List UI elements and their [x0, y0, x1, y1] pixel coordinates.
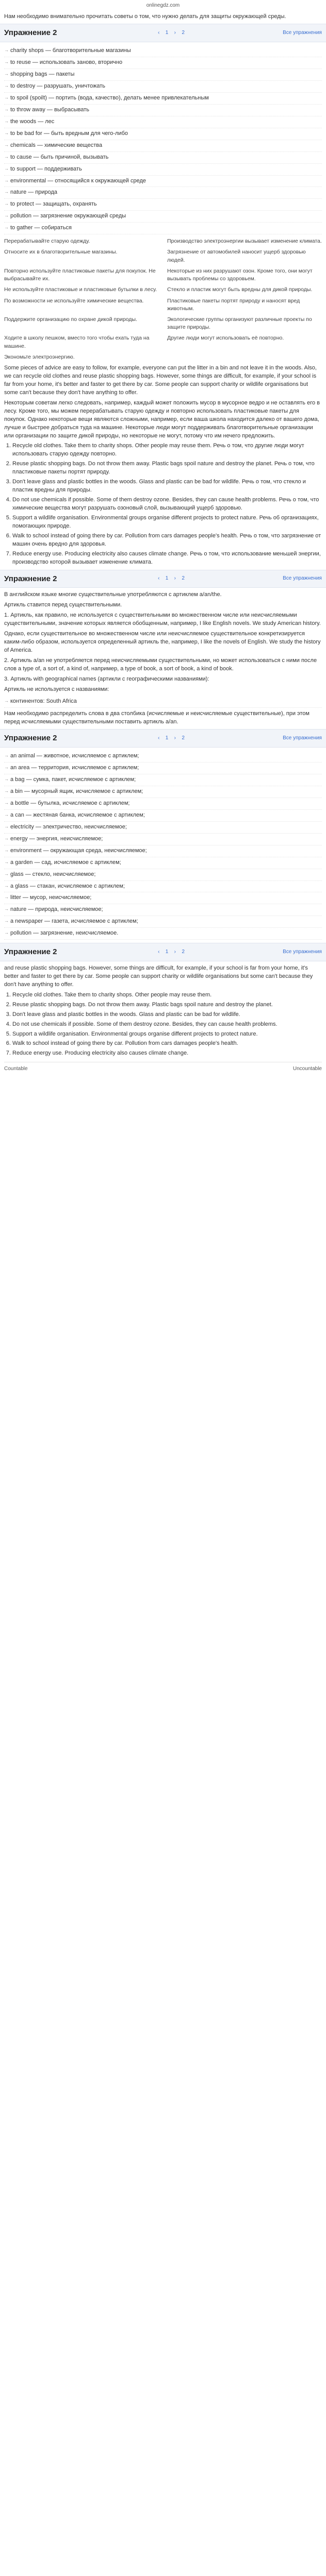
list-item: → shopping bags — пакеты [4, 69, 322, 81]
right-col-6: Другие люди могут использовать её повторно. [167, 335, 284, 342]
all-exercises-link[interactable]: Все упражнения [283, 735, 322, 741]
chevron-left-icon[interactable]: ‹ [158, 575, 160, 582]
list-item: → to protect — защищать, охранять [4, 199, 322, 211]
list-item: → to gather — собираться [4, 223, 322, 234]
chevron-left-icon[interactable]: ‹ [158, 948, 160, 955]
list-item: → a can — жестяная банка, исчисляемое с артиклем; [4, 810, 322, 822]
list-item: → an animal — животное, исчисляемое с артиклем; [4, 751, 322, 762]
example-list [4, 696, 322, 708]
intro-text: Нам необходимо внимательно прочитать советы о том, что нужно делать для защиты окружающей среды. [4, 13, 286, 20]
tip-item: 1. Recycle old clothes. Take them to charity shops. Other people may reuse them. Речь о том, что другие люди могут использовать старую одежду повторно. [12, 442, 322, 459]
ex2-rule4: 2. Артикль a/an не употребляется перед неисчисляемыми существительными, но может использоваться с ними после слов a type of, a sort of, a kind of, например, a type of book, a sort of book, a kind of book. [4, 657, 317, 672]
chevron-right-icon[interactable]: › [174, 735, 176, 741]
tip-item: 5. Support a wildlife organisation. Environmental groups organise different projects to protect nature. [12, 1030, 322, 1039]
page-1[interactable]: 1 [165, 735, 169, 741]
pager [155, 29, 185, 37]
chevron-right-icon[interactable]: › [174, 575, 176, 582]
exercise-title: Упражнение 2 [4, 947, 57, 957]
left-col-0: Перерабатывайте старую одежду. [4, 238, 90, 245]
page-2[interactable]: 2 [182, 575, 185, 582]
list-item: → environmental — относящийся к окружающей среде [4, 176, 322, 188]
list-item: → nature — природа, неисчисляемое; [4, 904, 322, 916]
ex2-intro: В английском языке многие существительные употребляются с артиклем a/an/the. [4, 591, 222, 598]
tip-item: 5. Support a wildlife organisation. Environmental groups organise different projects to protect nature. Речь об организациях, помогающих природе. [12, 514, 322, 531]
list-item: → a garden — сад, исчисляемое с артиклем; [4, 857, 322, 869]
page-1[interactable]: 1 [165, 575, 169, 582]
chevron-left-icon[interactable]: ‹ [158, 30, 160, 36]
right-col-0: Производство электроэнергии вызывает изменение климата. [167, 238, 322, 245]
page-2[interactable]: 2 [182, 948, 185, 955]
noun-list [4, 751, 322, 940]
all-exercises-link[interactable]: Все упражнения [283, 948, 322, 955]
pager [155, 948, 185, 956]
list-item: → energy — энергия, неисчисляемое; [4, 834, 322, 845]
left-col-4: По возможности не используйте химические вещества. [4, 297, 144, 304]
translation-columns [4, 238, 322, 361]
tip-item: 3. Don't leave glass and plastic bottles in the woods. Glass and plastic can be bad for wildlife. Речь о том, что стекло и пластик вредны для природы. [12, 478, 322, 495]
page-2[interactable]: 2 [182, 735, 185, 741]
left-col-5: Поддержите организацию по охране дикой природы. [4, 316, 137, 323]
list-item: → to spoil (spoilt) — портить (вода, качество), делать менее привлекательным [4, 93, 322, 105]
paragraph-ru: Некоторым советам легко следовать, например, каждый может положить мусор в мусорное ведро и не оставлять его в лесу. Кроме того, мы можем перерабатывать старую одежду и повторно использовать пластиковые пакеты для покупок. Однако некоторые вещи являются сложными, например, если ваша школа находится далеко от вашего дома, лучше и быстрее добраться туда на машине. Некоторые люди могут поддерживать благотворительные организации или организации по защите дикой природы, но некоторые не могут, потому что им нечего предложить. [4, 399, 320, 439]
tip-item: 1. Recycle old clothes. Take them to charity shops. Other people may reuse them. [12, 991, 322, 999]
exercise-1 [4, 24, 322, 566]
list-item: → glass — стекло, неисчисляемое; [4, 869, 322, 881]
list-item: → to destroy — разрушать, уничтожать [4, 81, 322, 93]
list-item: → to reuse — использовать заново, вторично [4, 57, 322, 69]
list-item: → a bin — мусорный ящик, исчисляемое с артиклем; [4, 786, 322, 798]
ex2-rule6: Артикль не используется с названиями: [4, 686, 109, 692]
right-col-4: Пластиковые пакеты портят природу и наносят вред животным. [167, 297, 300, 312]
list-item: → pollution — загрязнение, неисчисляемое. [4, 928, 322, 940]
chevron-right-icon[interactable]: › [174, 948, 176, 955]
countable-header: Countable [4, 1066, 28, 1072]
list-item: → litter — мусор, неисчисляемое; [4, 892, 322, 904]
tips-list [12, 442, 322, 566]
exercise-title: Упражнение 2 [4, 28, 57, 38]
exercise-bar [0, 24, 326, 42]
left-col-6: Ходите в школу пешком, вместо того чтобы ехать туда на машине. [4, 335, 150, 349]
left-col-7: Экономьте электроэнергию. [4, 353, 75, 360]
list-item: → to be bad for — быть вредным для чего-либо [4, 128, 322, 140]
ex2-rule3: Однако, если существительное во множественном числе или неисчисляемое существительное конкретизируется каким-либо образом, используется определенный артикль the, например, I like the novels of English. We study the history of America. [4, 631, 321, 653]
page-2[interactable]: 2 [182, 30, 185, 36]
tip-item: 6. Walk to school instead of going there by car. Pollution from cars damages people's health. Речь о том, что загрязнение от машин очень вредно для здоровья. [12, 532, 322, 549]
tip-item: 6. Walk to school instead of going there by car. Pollution from cars damages people's health. [12, 1040, 322, 1048]
list-item: → a bottle — бутылка, исчисляемое с артиклем; [4, 798, 322, 810]
all-exercises-link[interactable]: Все упражнения [283, 575, 322, 582]
tip-item: 3. Don't leave glass and plastic bottles in the woods. Glass and plastic can be bad for wildlife. [12, 1011, 322, 1019]
left-col-3: Не используйте пластиковые и пластиковые бутылки в лесу. [4, 286, 157, 293]
chevron-left-icon[interactable]: ‹ [158, 735, 160, 741]
exercise-bar [0, 570, 326, 588]
list-item: → the woods — лес [4, 116, 322, 128]
list-item: → chemicals — химические вещества [4, 140, 322, 152]
list-item: → pollution — загрязнение окружающей среды [4, 211, 322, 223]
ex2-rule5: 3. Артикль with geographical names (артикли с географическими названиями): [4, 675, 209, 682]
list-item: → a glass — стакан, исчисляемое с артиклем; [4, 881, 322, 893]
site-name: onlinegdz.com [146, 3, 180, 8]
tip-item: 4. Do not use chemicals if possible. Some of them destroy ozone. Besides, they can cause health problems. [12, 1021, 322, 1029]
exercise-2 [4, 570, 322, 726]
site-header [4, 0, 322, 11]
exercise-bar [0, 943, 326, 961]
uncountable-header: Uncountable [292, 1066, 322, 1072]
ex2-rule1: Артикль ставится перед существительными. [4, 602, 122, 608]
pager [155, 735, 185, 742]
list-item: → to throw away — выбрасывать [4, 105, 322, 116]
tip-item: 4. Do not use chemicals if possible. Some of them destroy ozone. Besides, they can cause health problems. Речь о том, что химические вещества могут разрушать озоновый слой, вызывающий ущерб здоровью. [12, 496, 322, 513]
ex2-rule2: 1. Артикль, как правило, не используется с существительными во множественном числе или неисчисляемыми существительными, значение которых является обобщенным, например, I like English novels. We study American history. [4, 612, 321, 627]
page-1[interactable]: 1 [165, 948, 169, 955]
list-item: → environment — окружающая среда, неисчисляемое; [4, 845, 322, 857]
column-headers [4, 1062, 322, 1076]
pager [155, 575, 185, 583]
list-item: → a bag — сумка, пакет, исчисляемое с артиклем; [4, 774, 322, 786]
tips-list [12, 991, 322, 1058]
ex4-paragraph: and reuse plastic shopping bags. However, some things are difficult, for example, if your school is far from your home, it's better and faster to get there by car. Some people can support charity or wildlife organisations but some can't because they don't have anything to offer. [4, 964, 313, 988]
tip-item: 7. Reduce energy use. Producing electricity also causes climate change. Речь о том, что использование меньшей энергии, производство которой вызывает изменение климата. [12, 550, 322, 567]
right-col-3: Стекло и пластик могут быть вредны для дикой природы. [167, 286, 313, 293]
ex2-task: Нам необходимо распределить слова в два столбика (исчисляемые и неисчисляемые существительные), при этом перед исчисляемыми существительными поставить артикль a/an. [4, 710, 309, 725]
all-exercises-link[interactable]: Все упражнения [283, 30, 322, 36]
list-item: → a newspaper — газета, исчисляемое с артиклем; [4, 916, 322, 928]
list-item: → to support — поддерживать [4, 164, 322, 176]
paragraph-en: Some pieces of advice are easy to follow, for example, everyone can put the litter in a bin and not leave it in the woods. Also, we can recycle old clothes and reuse plastic shopping bags. However, some things are difficult, for example, if your school is far from your home, it's better and faster to get there by car. Some people can support charity or wildlife organisations but some can't because they don't have anything to offer. [4, 365, 317, 396]
list-item: → an area — территория, исчисляемое с артиклем; [4, 762, 322, 774]
exercise-4 [4, 943, 322, 1076]
left-col-1: Относите их в благотворительные магазины. [4, 249, 118, 256]
list-item: → charity shops — благотворительные магазины [4, 45, 322, 57]
exercise-bar [0, 729, 326, 748]
right-col-2: Некоторые из них разрушают озон. Кроме того, они могут вызывать проблемы со здоровьем. [167, 267, 313, 282]
exercise-title: Упражнение 2 [4, 574, 57, 583]
tip-item: 2. Reuse plastic shopping bags. Do not throw them away. Plastic bags spoil nature and destroy the planet. [12, 1001, 322, 1009]
tip-item: 7. Reduce energy use. Producing electricity also causes climate change. [12, 1049, 322, 1058]
exercise-title: Упражнение 2 [4, 734, 57, 743]
page-1[interactable]: 1 [165, 30, 169, 36]
right-col-5: Экологические группы организуют различные проекты по защите природы. [167, 316, 312, 331]
right-col-1: Загрязнение от автомобилей наносит ущерб здоровью людей. [167, 249, 306, 263]
exercise-3 [4, 729, 322, 940]
tip-item: 2. Reuse plastic shopping bags. Do not throw them away. Plastic bags spoil nature and destroy the planet. Речь о том, что пластиковые пакеты портят природу. [12, 460, 322, 477]
list-item: → континентов: South Africa [4, 696, 322, 708]
left-col-2: Повторно используйте пластиковые пакеты для покупок. Не выбрасывайте их. [4, 267, 156, 282]
vocab-list [4, 45, 322, 234]
chevron-right-icon[interactable]: › [174, 30, 176, 36]
list-item: → electricity — электричество, неисчисляемое; [4, 822, 322, 834]
list-item: → to cause — быть причиной, вызывать [4, 152, 322, 164]
list-item: → nature — природа [4, 187, 322, 199]
